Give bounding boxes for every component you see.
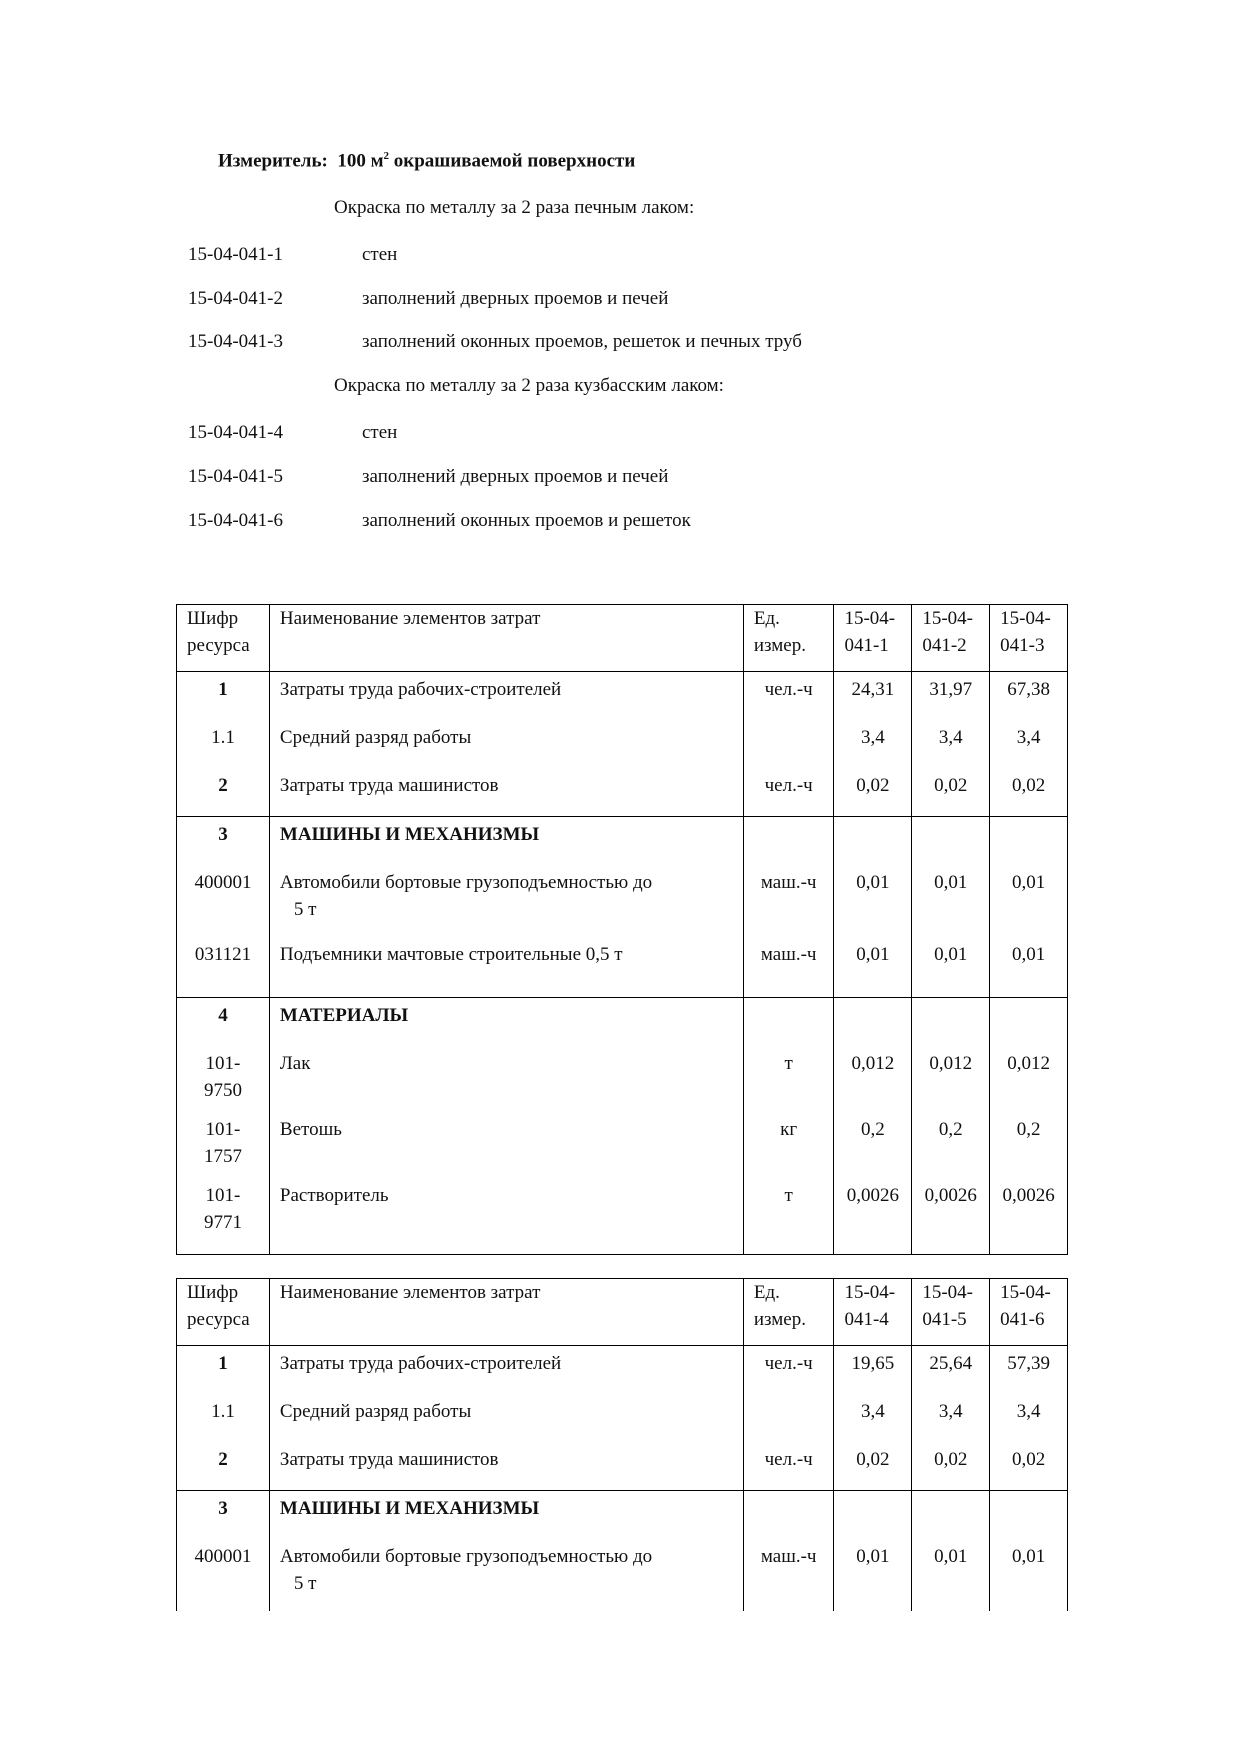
item-desc: заполнений дверных проемов и печей <box>362 466 669 487</box>
measure-value-suffix: окрашиваемой поверхности <box>393 150 636 172</box>
row-name: МАШИНЫ И МЕХАНИЗМЫ <box>269 817 743 866</box>
row-code: 400001 <box>177 1539 270 1611</box>
table-row <box>177 1046 1068 1112</box>
row-v2 <box>912 1491 990 1540</box>
row-code: 1.1 <box>177 720 270 768</box>
list-item <box>188 288 668 310</box>
row-v1: 0,01 <box>834 937 912 998</box>
table-row <box>177 1112 1068 1178</box>
row-unit: маш.-ч <box>743 865 834 937</box>
header-code: Шифр ресурса <box>177 605 270 672</box>
header-col2: 15-04- 041-2 <box>912 605 990 672</box>
row-code: 400001 <box>177 865 270 937</box>
row-v2 <box>912 817 990 866</box>
row-unit <box>743 817 834 866</box>
row-name: Затраты труда машинистов <box>269 1442 743 1491</box>
measure-value-prefix: 100 м <box>337 150 384 172</box>
row-v1: 0,02 <box>834 768 912 817</box>
row-name: Ветошь <box>269 1112 743 1178</box>
item-desc: стен <box>362 422 398 443</box>
item-code: 15-04-041-1 <box>188 244 283 265</box>
item-code: 15-04-041-6 <box>188 510 283 531</box>
row-name: Средний разряд работы <box>269 1394 743 1442</box>
item-desc: заполнений оконных проемов и решеток <box>362 510 691 531</box>
header-col2: 15-04- 041-5 <box>912 1279 990 1346</box>
item-desc: заполнений оконных проемов, решеток и печных труб <box>362 331 802 352</box>
row-v3: 0,01 <box>990 937 1068 998</box>
row-name: Автомобили бортовые грузоподъемностью до 5 т <box>269 865 743 937</box>
table-row <box>177 768 1068 817</box>
row-name: Автомобили бортовые грузоподъемностью до 5 т <box>269 1539 743 1611</box>
row-v2: 0,02 <box>912 1442 990 1491</box>
table-row <box>177 672 1068 721</box>
row-v1 <box>834 817 912 866</box>
item-desc: стен <box>362 244 398 265</box>
list-item <box>188 422 397 444</box>
row-unit: чел.-ч <box>743 768 834 817</box>
row-unit: чел.-ч <box>743 672 834 721</box>
row-v1: 0,0026 <box>834 1178 912 1255</box>
row-v3: 0,02 <box>990 768 1068 817</box>
section-title: Окраска по металлу за 2 раза печным лаком: <box>334 197 695 218</box>
row-unit <box>743 998 834 1047</box>
row-unit <box>743 720 834 768</box>
row-name: Растворитель <box>269 1178 743 1255</box>
row-v3: 0,012 <box>990 1046 1068 1112</box>
row-v3 <box>990 1491 1068 1540</box>
header-col3: 15-04- 041-3 <box>990 605 1068 672</box>
table-row <box>177 720 1068 768</box>
row-name: Затраты труда рабочих-строителей <box>269 672 743 721</box>
row-v1: 3,4 <box>834 1394 912 1442</box>
row-unit: маш.-ч <box>743 937 834 998</box>
row-v2: 0,0026 <box>912 1178 990 1255</box>
header-name: Наименование элементов затрат <box>269 1279 743 1346</box>
row-code: 1.1 <box>177 1394 270 1442</box>
row-name: Средний разряд работы <box>269 720 743 768</box>
row-v3: 3,4 <box>990 1394 1068 1442</box>
row-name: Подъемники мачтовые строительные 0,5 т <box>269 937 743 998</box>
row-v2: 3,4 <box>912 1394 990 1442</box>
table-row <box>177 817 1068 866</box>
header-col1: 15-04- 041-1 <box>834 605 912 672</box>
row-v2: 0,01 <box>912 1539 990 1611</box>
row-name: Лак <box>269 1046 743 1112</box>
item-code: 15-04-041-5 <box>188 466 283 487</box>
row-code: 2 <box>177 768 270 817</box>
row-v3: 0,02 <box>990 1442 1068 1491</box>
measure-label: Измеритель: <box>218 150 328 172</box>
measure-header <box>218 150 635 172</box>
table-row <box>177 1394 1068 1442</box>
row-v1: 3,4 <box>834 720 912 768</box>
row-v2: 25,64 <box>912 1346 990 1395</box>
table-row <box>177 998 1068 1047</box>
table-row <box>177 1491 1068 1540</box>
row-v3: 0,01 <box>990 1539 1068 1611</box>
row-v2: 31,97 <box>912 672 990 721</box>
item-code: 15-04-041-2 <box>188 288 283 309</box>
row-unit <box>743 1394 834 1442</box>
row-v3: 3,4 <box>990 720 1068 768</box>
row-v2: 0,2 <box>912 1112 990 1178</box>
row-code: 3 <box>177 817 270 866</box>
row-v1: 0,02 <box>834 1442 912 1491</box>
row-v1: 0,01 <box>834 865 912 937</box>
list-item <box>188 510 691 532</box>
measure-sup: 2 <box>383 150 390 162</box>
row-v1: 24,31 <box>834 672 912 721</box>
row-v2: 0,012 <box>912 1046 990 1112</box>
row-v3: 0,2 <box>990 1112 1068 1178</box>
row-v2: 0,02 <box>912 768 990 817</box>
row-unit: кг <box>743 1112 834 1178</box>
header-col1: 15-04- 041-4 <box>834 1279 912 1346</box>
resource-table-1 <box>176 604 1068 1255</box>
section-title: Окраска по металлу за 2 раза кузбасским лаком: <box>334 375 724 396</box>
table-header-row <box>177 1279 1068 1346</box>
header-col3: 15-04- 041-6 <box>990 1279 1068 1346</box>
row-code: 101- 9771 <box>177 1178 270 1255</box>
row-v2: 0,01 <box>912 865 990 937</box>
list-item <box>188 244 397 266</box>
row-code: 101- 9750 <box>177 1046 270 1112</box>
table-row <box>177 937 1068 998</box>
table-header-row <box>177 605 1068 672</box>
header-unit: Ед. измер. <box>743 1279 834 1346</box>
item-code: 15-04-041-3 <box>188 331 283 352</box>
row-v2: 0,01 <box>912 937 990 998</box>
row-code: 1 <box>177 1346 270 1395</box>
row-code: 3 <box>177 1491 270 1540</box>
row-code: 4 <box>177 998 270 1047</box>
resource-table-2 <box>176 1278 1068 1611</box>
row-v3 <box>990 817 1068 866</box>
row-v1: 0,012 <box>834 1046 912 1112</box>
row-v1 <box>834 1491 912 1540</box>
row-v2 <box>912 998 990 1047</box>
row-unit: т <box>743 1046 834 1112</box>
table-row <box>177 865 1068 937</box>
header-unit: Ед. измер. <box>743 605 834 672</box>
row-code: 1 <box>177 672 270 721</box>
row-name: МАШИНЫ И МЕХАНИЗМЫ <box>269 1491 743 1540</box>
row-code: 101- 1757 <box>177 1112 270 1178</box>
row-unit: маш.-ч <box>743 1539 834 1611</box>
table-row <box>177 1442 1068 1491</box>
row-v1: 0,01 <box>834 1539 912 1611</box>
table-row <box>177 1346 1068 1395</box>
item-desc: заполнений дверных проемов и печей <box>362 288 669 309</box>
table-row <box>177 1539 1068 1611</box>
row-unit: т <box>743 1178 834 1255</box>
table-row <box>177 1178 1068 1255</box>
row-v3: 57,39 <box>990 1346 1068 1395</box>
row-name: Затраты труда машинистов <box>269 768 743 817</box>
row-name: МАТЕРИАЛЫ <box>269 998 743 1047</box>
row-name: Затраты труда рабочих-строителей <box>269 1346 743 1395</box>
row-v3: 0,01 <box>990 865 1068 937</box>
row-v3: 0,0026 <box>990 1178 1068 1255</box>
row-unit: чел.-ч <box>743 1442 834 1491</box>
row-v3: 67,38 <box>990 672 1068 721</box>
row-v1: 19,65 <box>834 1346 912 1395</box>
row-v3 <box>990 998 1068 1047</box>
row-code: 031121 <box>177 937 270 998</box>
header-name: Наименование элементов затрат <box>269 605 743 672</box>
list-item <box>188 466 668 488</box>
list-item <box>188 331 802 353</box>
row-v1: 0,2 <box>834 1112 912 1178</box>
item-code: 15-04-041-4 <box>188 422 283 443</box>
row-unit: чел.-ч <box>743 1346 834 1395</box>
header-code: Шифр ресурса <box>177 1279 270 1346</box>
row-unit <box>743 1491 834 1540</box>
row-v1 <box>834 998 912 1047</box>
row-v2: 3,4 <box>912 720 990 768</box>
row-code: 2 <box>177 1442 270 1491</box>
